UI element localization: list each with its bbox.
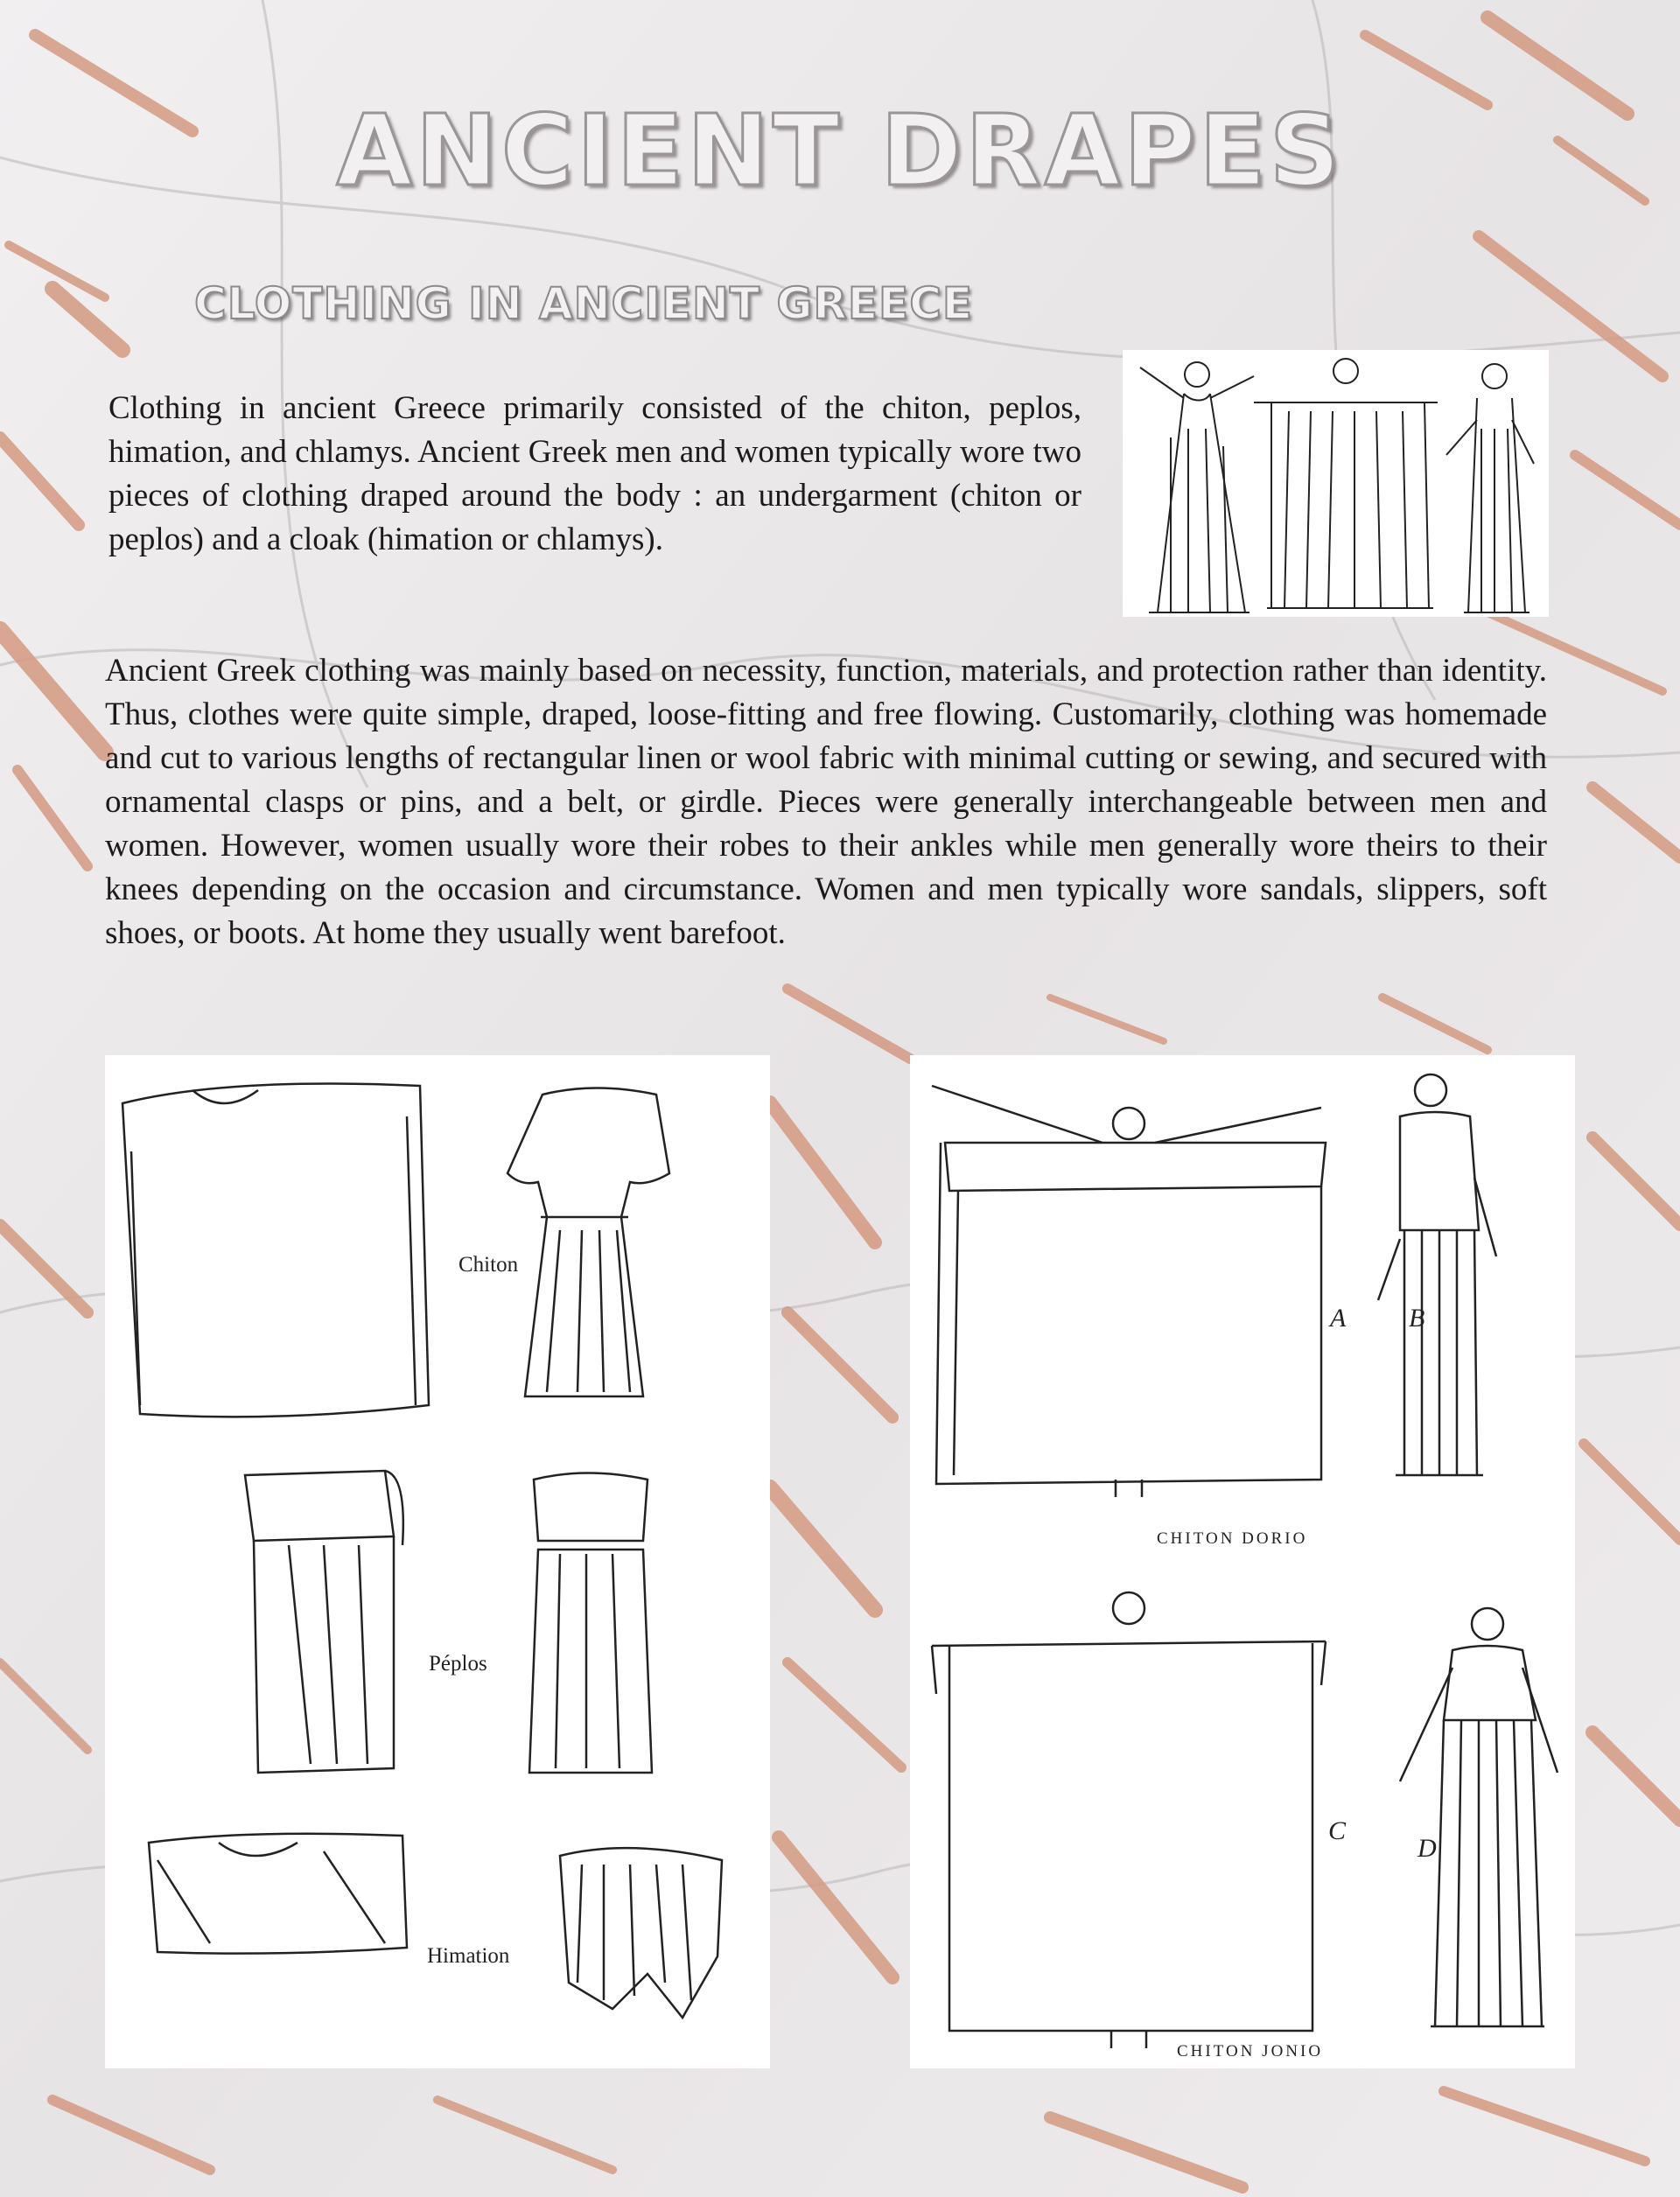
himation-label: Himation [427, 1944, 510, 1968]
doric-chiton-worn-drawing [1378, 1074, 1496, 1475]
letter-d-label: D [1418, 1834, 1437, 1863]
peplos-flat-drawing [245, 1471, 403, 1773]
chiton-label: Chiton [458, 1253, 519, 1277]
doric-chiton-flat-drawing [932, 1086, 1326, 1497]
himation-worn-drawing [560, 1848, 722, 2018]
himation-flat-drawing [149, 1834, 407, 1954]
doric-chiton-caption: CHITON DORIO [1157, 1529, 1308, 1548]
garment-diagrams-figure [105, 1055, 770, 2068]
body-paragraph: Ancient Greek clothing was mainly based on necessity, function, materials, and protection rather than identity. Thus, clothes were quite simple, draped, loose-fitting and free flowing. Customarily, clothing was homemade and cut to various lengths of rectangular linen or wool fabric with minimal cutting or sewing, and secured with ornamental clasps or pins, and a belt, or girdle. Pieces were generally interchangeable between men and women. However, women usually wore their robes to their ankles while men generally wore theirs to their knees depending on the occasion and circumstance. Women and men typically wore sandals, slippers, soft shoes, or boots. At home they usually went barefoot. [105, 653, 1547, 951]
letter-a-label: A [1330, 1304, 1347, 1333]
chiton-flat-drawing [122, 1084, 429, 1417]
peplos-label: Péplos [429, 1652, 487, 1676]
ionic-chiton-worn-drawing [1400, 1608, 1558, 2026]
letter-b-label: B [1409, 1304, 1425, 1333]
figure-one [1140, 362, 1254, 612]
letter-c-label: C [1328, 1816, 1347, 1845]
intro-paragraph: Clothing in ancient Greece primarily consisted of the chiton, peplos, himation, and chlamys. Ancient Greek men and women typically wore two pieces of clothing draped around the body : an undergarment (chiton or peplos) and a cloak (himation or chlamys). [108, 390, 1082, 557]
three-figures-illustration [1123, 350, 1549, 617]
page-title: ANCIENT DRAPES [336, 94, 1344, 208]
peplos-worn-drawing [529, 1473, 652, 1774]
section-subtitle: CLOTHING IN ANCIENT GREECE [194, 278, 974, 329]
figure-three [1446, 364, 1534, 612]
ionic-chiton-flat-drawing [932, 1592, 1326, 2048]
ionic-chiton-caption: CHITON JONIO [1177, 2042, 1324, 2061]
chiton-worn-drawing [508, 1088, 669, 1397]
chiton-styles-figure [910, 1055, 1575, 2068]
figure-two [1254, 359, 1438, 608]
